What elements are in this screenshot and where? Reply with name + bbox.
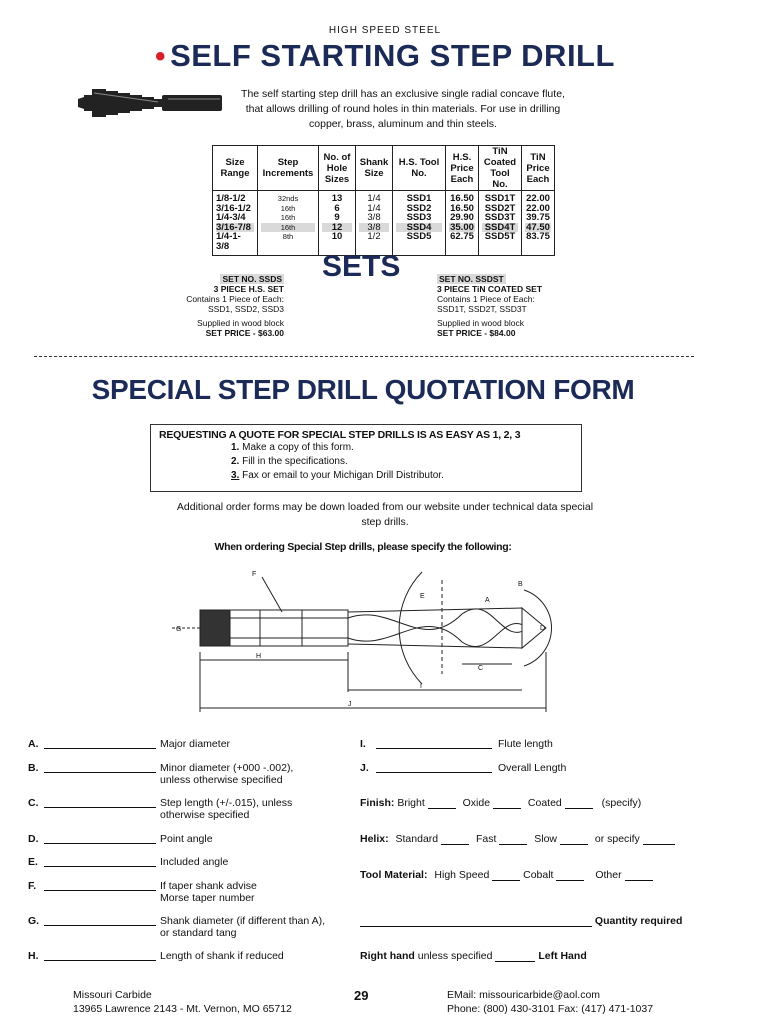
set-items: SSD1T, SSD2T, SSD3T xyxy=(437,304,527,314)
spec-table xyxy=(212,145,555,256)
helix-option-specify: or specify xyxy=(594,833,640,845)
helix-label: Helix: xyxy=(360,833,389,845)
field-j xyxy=(360,762,710,774)
table-cell: 22.00 xyxy=(526,193,550,204)
company-name: Missouri Carbide xyxy=(73,989,152,1001)
table-cell: 13 xyxy=(331,193,343,204)
quote-instructions-box xyxy=(150,424,582,492)
finish-row xyxy=(360,797,720,809)
finish-option-coated: Coated xyxy=(527,797,562,809)
set-supplied: Supplied in wood block xyxy=(197,318,284,328)
quote-box-heading: REQUESTING A QUOTE FOR SPECIAL STEP DRILLS IS AS EASY AS 1, 2, 3 xyxy=(159,429,521,441)
field-h xyxy=(28,950,284,962)
field-f xyxy=(28,880,257,904)
table-cell: SSD5T xyxy=(484,231,516,243)
table-cell: 1/4-1-3/8 xyxy=(216,231,241,252)
step-increments-cell xyxy=(258,191,319,256)
field-h-input[interactable] xyxy=(44,950,156,961)
table-cell: SSD3 xyxy=(406,212,432,224)
field-i-input[interactable] xyxy=(376,738,492,749)
step-number: 2. xyxy=(231,456,240,467)
field-f-input[interactable] xyxy=(44,880,156,891)
hs-price-cell xyxy=(446,191,479,256)
field-sublabel: or standard tang xyxy=(160,927,237,939)
material-option-other: Other xyxy=(595,869,622,881)
company-address: 13965 Lawrence 2143 - Mt. Vernon, MO 65712 xyxy=(73,1003,292,1015)
material-row xyxy=(360,869,720,881)
material-label: Tool Material: xyxy=(360,869,428,881)
finish-bright-input[interactable] xyxy=(428,798,456,809)
field-label: Minor diameter (+000 -.002), xyxy=(160,762,294,774)
field-label: Step length (+/-.015), unless xyxy=(160,797,293,809)
table-cell: 10 xyxy=(331,231,343,243)
table-cell: 83.75 xyxy=(526,231,550,243)
table-cell: SSD5 xyxy=(406,231,432,243)
set-hs xyxy=(124,274,284,338)
unless-specified-label: unless specified xyxy=(417,950,493,962)
field-key: D. xyxy=(28,833,39,845)
table-cell: SSD1T xyxy=(484,193,516,204)
hand-row xyxy=(360,950,720,962)
table-cell: 32nds xyxy=(277,194,299,203)
set-number: SET NO. SSDST xyxy=(439,274,504,284)
ordering-instructions: When ordering Special Step drills, please specify the following: xyxy=(214,541,512,553)
table-cell: 16.50 xyxy=(450,193,474,204)
field-label: Point angle xyxy=(160,833,213,845)
step-number: 3. xyxy=(231,470,240,481)
step-drill-image xyxy=(78,75,238,133)
field-label: Flute length xyxy=(498,738,553,750)
col-shank-size: Shank Size xyxy=(356,146,393,191)
form-title: SPECIAL STEP DRILL QUOTATION FORM xyxy=(91,374,635,405)
quantity-row xyxy=(360,915,720,927)
table-cell: 16th xyxy=(261,223,315,233)
step-number: 1. xyxy=(231,442,240,453)
diagram-label: A xyxy=(485,597,490,604)
material-option-cobalt: Cobalt xyxy=(523,869,554,881)
field-key: I. xyxy=(360,738,366,750)
field-key: E. xyxy=(28,856,38,868)
field-g xyxy=(28,915,325,939)
left-hand-input[interactable] xyxy=(495,951,535,962)
quantity-label: Quantity required xyxy=(594,915,683,927)
material-cobalt-input[interactable] xyxy=(556,870,584,881)
field-key: F. xyxy=(28,880,37,892)
shank-size-cell xyxy=(356,191,393,256)
helix-row xyxy=(360,833,720,845)
table-cell: SSD3T xyxy=(484,212,516,224)
table-cell: SSD2 xyxy=(406,202,432,214)
hs-tool-no-cell xyxy=(393,191,446,256)
bullet-icon: • xyxy=(155,40,167,73)
col-hs-tool-no: H.S. Tool No. xyxy=(393,146,446,191)
diagram-label: G xyxy=(176,626,182,633)
table-cell: 1/4 xyxy=(367,202,381,214)
helix-standard-input[interactable] xyxy=(441,834,469,845)
contact-phone: Phone: (800) 430-3101 Fax: (417) 471-1037 xyxy=(447,1003,654,1015)
col-step-increments: Step Increments xyxy=(258,146,319,191)
diagram-label: F xyxy=(252,571,257,578)
table-cell: 3/8 xyxy=(367,212,381,224)
intro-text: The self starting step drill has an exclusive single radial concave flute, that allows drilling of round holes in thin materials. For use in drilling copper, brass, aluminum and thin steels. xyxy=(241,88,565,130)
table-cell: 3/8 xyxy=(359,223,389,233)
field-key: H. xyxy=(28,950,39,962)
field-key: B. xyxy=(28,762,39,774)
field-a xyxy=(28,738,231,750)
field-i xyxy=(360,738,710,750)
page-title xyxy=(0,38,770,74)
hole-sizes-cell xyxy=(319,191,356,256)
table-cell: SSD4 xyxy=(396,223,442,233)
left-hand-label: Left Hand xyxy=(538,950,587,962)
field-d xyxy=(28,833,213,845)
col-hs-price: H.S. Price Each xyxy=(446,146,479,191)
step-text: Fax or email to your Michigan Drill Distributor. xyxy=(242,470,444,481)
step-2 xyxy=(151,455,581,469)
helix-specify-input[interactable] xyxy=(643,834,675,845)
field-key: A. xyxy=(28,738,39,750)
table-cell: 39.75 xyxy=(526,212,550,224)
table-cell: 1/4 xyxy=(367,193,381,204)
tin-price-cell xyxy=(522,191,555,256)
field-label: Major diameter xyxy=(160,738,231,750)
field-g-input[interactable] xyxy=(44,915,156,926)
set-number: SET NO. SSDS xyxy=(222,274,282,284)
table-cell: 35.00 xyxy=(450,221,474,233)
helix-option-standard: Standard xyxy=(395,833,439,845)
finish-coated-input[interactable] xyxy=(565,798,593,809)
field-key: J. xyxy=(360,762,369,774)
col-tin-tool-no: TiN Coated Tool No. xyxy=(479,146,522,191)
step-drill-diagram xyxy=(172,562,562,717)
table-cell: 1/4-3/4 xyxy=(216,212,246,224)
table-cell: 8th xyxy=(282,232,294,242)
field-sublabel: otherwise specified xyxy=(160,809,250,821)
helix-option-slow: Slow xyxy=(534,833,558,845)
table-body-row xyxy=(213,191,555,256)
set-price: SET PRICE - $84.00 xyxy=(437,328,516,338)
table-cell: 62.75 xyxy=(450,231,474,243)
col-hole-sizes: No. of Hole Sizes xyxy=(319,146,356,191)
title-text: SELF STARTING STEP DRILL xyxy=(170,38,615,73)
set-items: SSD1, SSD2, SSD3 xyxy=(207,304,284,314)
table-cell: 16th xyxy=(280,213,296,223)
finish-option-specify: (specify) xyxy=(601,797,642,809)
table-cell: 16th xyxy=(280,203,296,213)
step-text: Fill in the specifications. xyxy=(242,456,348,467)
kicker: HIGH SPEED STEEL xyxy=(328,25,442,36)
contact-email: EMail: missouricarbide@aol.com xyxy=(447,989,601,1001)
field-label: Length of shank if reduced xyxy=(160,950,284,962)
field-label: Overall Length xyxy=(498,762,567,774)
finish-option-oxide: Oxide xyxy=(462,797,491,809)
page-number: 29 xyxy=(354,988,369,1003)
diagram-label: B xyxy=(518,581,523,588)
col-tin-price: TiN Price Each xyxy=(522,146,555,191)
diagram-label: C xyxy=(478,665,484,672)
field-c xyxy=(28,797,293,821)
field-b xyxy=(28,762,294,786)
step-text: Make a copy of this form. xyxy=(242,442,354,453)
set-price: SET PRICE - $63.00 xyxy=(205,328,284,338)
set-supplied: Supplied in wood block xyxy=(437,318,524,328)
field-a-input[interactable] xyxy=(44,738,156,749)
col-size-range: Size Range xyxy=(213,146,258,191)
finish-oxide-input[interactable] xyxy=(493,798,521,809)
material-option-hss: High Speed xyxy=(434,869,490,881)
helix-option-fast: Fast xyxy=(475,833,497,845)
table-cell: 3/16-1/2 xyxy=(216,202,251,214)
table-cell: 1/2 xyxy=(367,231,381,243)
additional-forms-note: Additional order forms may be down loaded from our website under technical data special step drills. xyxy=(176,501,594,528)
field-key: G. xyxy=(28,915,40,927)
size-range-cell xyxy=(213,191,258,256)
quantity-input[interactable] xyxy=(360,916,592,927)
table-cell: SSD4T xyxy=(482,223,518,233)
set-tin xyxy=(437,274,597,338)
finish-option-bright: Bright xyxy=(397,797,425,809)
set-contains: Contains 1 Piece of Each: xyxy=(186,294,284,304)
diagram-label: H xyxy=(256,653,262,660)
material-hss-input[interactable] xyxy=(492,870,520,881)
tin-tool-no-cell xyxy=(479,191,522,256)
helix-slow-input[interactable] xyxy=(560,834,588,845)
field-label: Included angle xyxy=(160,856,229,868)
step-1 xyxy=(151,441,581,455)
table-cell: 47.50 xyxy=(526,221,550,233)
footer-company-block xyxy=(73,988,292,1016)
cut-line-divider xyxy=(34,356,694,357)
diagram-label: I xyxy=(420,683,422,690)
diagram-label: D xyxy=(540,625,546,632)
right-hand-label: Right hand xyxy=(360,950,415,962)
material-other-input[interactable] xyxy=(625,870,653,881)
field-b-input[interactable] xyxy=(44,762,156,773)
field-j-input[interactable] xyxy=(376,762,492,773)
table-header-row xyxy=(213,146,555,191)
step-3 xyxy=(151,469,581,483)
set-name: 3 PIECE TiN COATED SET xyxy=(437,284,543,294)
table-cell: 12 xyxy=(322,223,352,233)
field-e-input[interactable] xyxy=(44,856,156,867)
field-e xyxy=(28,856,229,868)
field-sublabel: Morse taper number xyxy=(160,892,255,904)
table-cell: 16.50 xyxy=(450,202,474,214)
table-cell: 29.90 xyxy=(450,212,474,224)
field-c-input[interactable] xyxy=(44,797,156,808)
diagram-label: J xyxy=(348,701,352,708)
table-cell: 9 xyxy=(334,212,340,224)
table-cell: 1/8-1/2 xyxy=(216,193,246,204)
field-d-input[interactable] xyxy=(44,833,156,844)
table-cell: SSD2T xyxy=(484,202,516,214)
field-key: C. xyxy=(28,797,39,809)
table-cell: 6 xyxy=(334,202,340,214)
finish-label: Finish: xyxy=(360,797,395,809)
table-cell: 3/16-7/8 xyxy=(216,223,254,233)
sets-heading: SETS xyxy=(322,250,401,283)
set-contains: Contains 1 Piece of Each: xyxy=(437,294,535,304)
field-sublabel: unless otherwise specified xyxy=(160,774,283,786)
field-label: Shank diameter (if different than A), xyxy=(160,915,325,927)
table-cell: SSD1 xyxy=(406,193,432,204)
set-name: 3 PIECE H.S. SET xyxy=(213,284,284,294)
diagram-label: E xyxy=(420,593,425,600)
footer-contact-block xyxy=(447,988,653,1016)
helix-fast-input[interactable] xyxy=(499,834,527,845)
field-label: If taper shank advise xyxy=(160,880,257,892)
table-cell: 22.00 xyxy=(526,202,550,214)
